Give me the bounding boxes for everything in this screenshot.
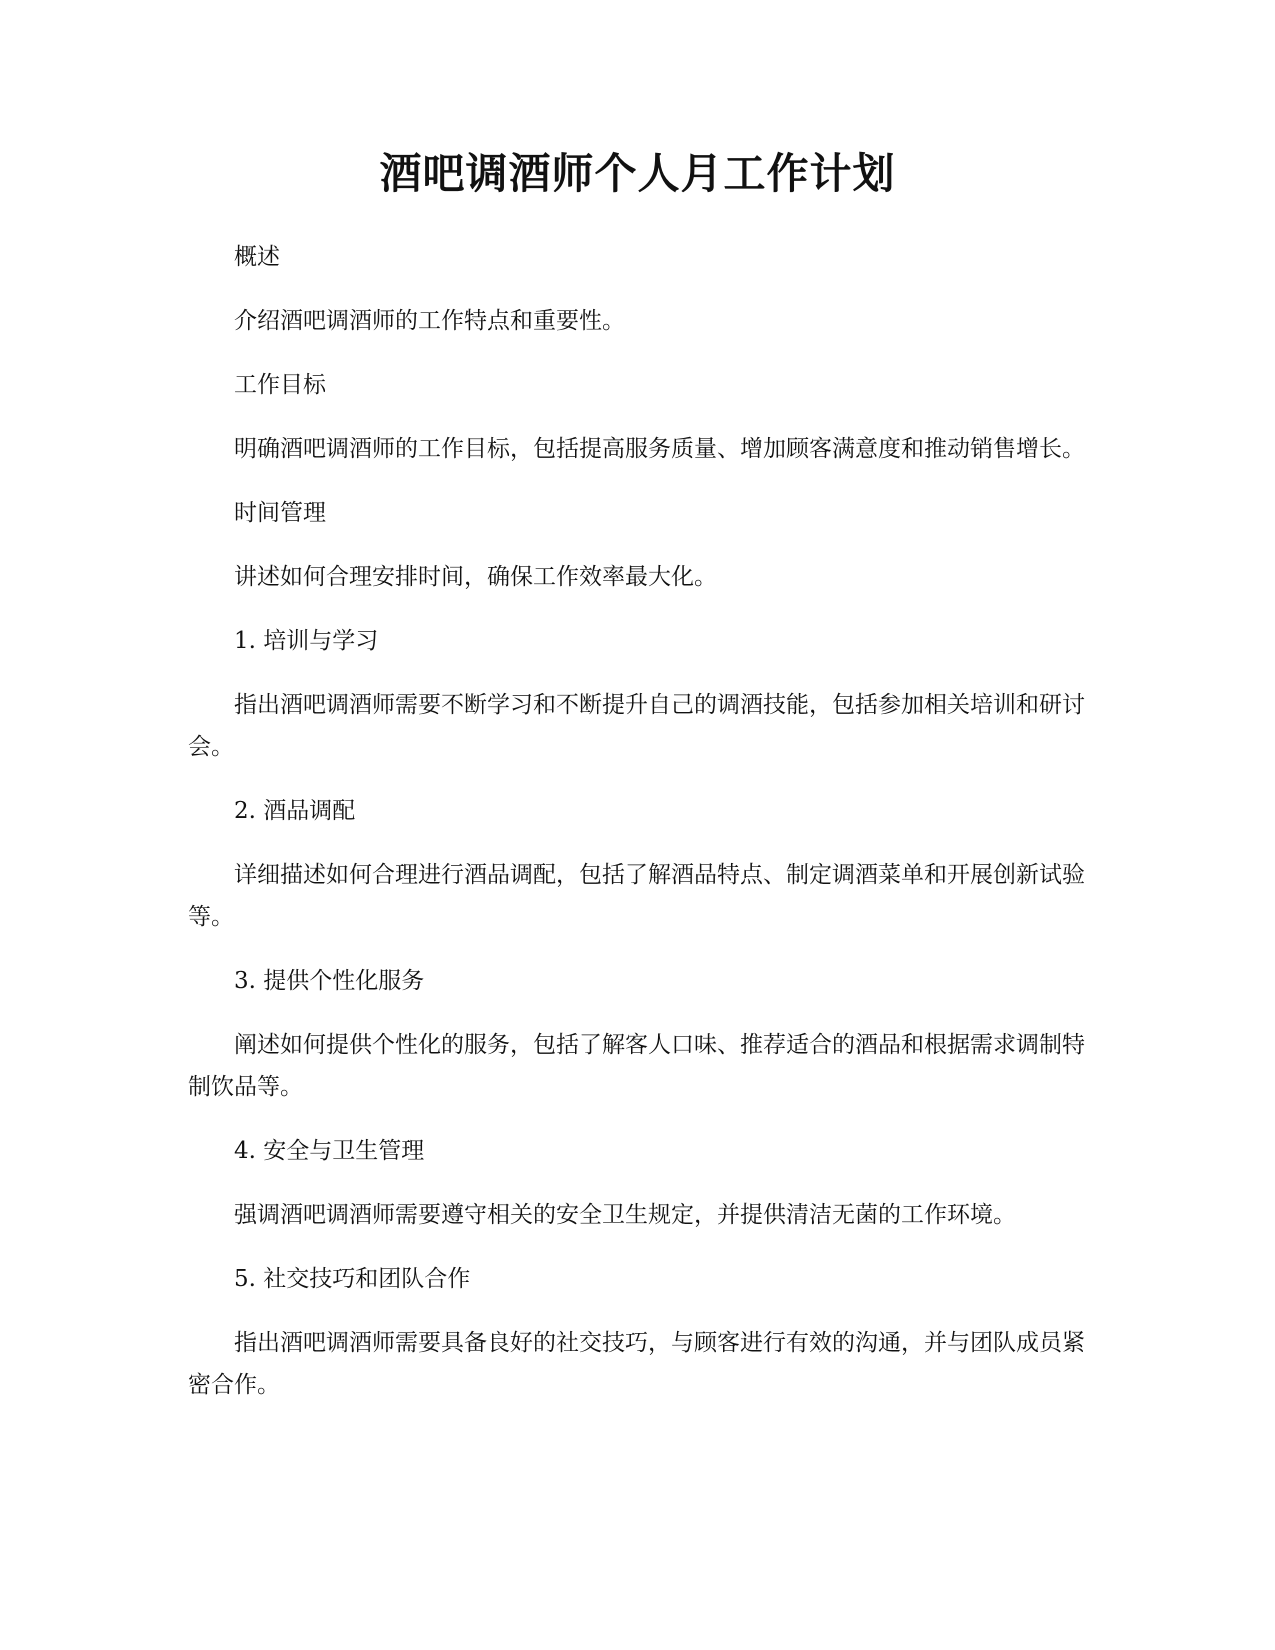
section-text-overview: 介绍酒吧调酒师的工作特点和重要性。 [234, 308, 625, 334]
section-text-personalized-service: 阐述如何提供个性化的服务，包括了解客人口味、推荐适合的酒品和根据需求调制特制饮品等。 [188, 1032, 1085, 1100]
section-heading-personalized-service: 3. 提供个性化服务 [234, 968, 425, 994]
section-text-safety-hygiene: 强调酒吧调酒师需要遵守相关的安全卫生规定，并提供清洁无菌的工作环境。 [234, 1202, 1016, 1228]
document-body [188, 236, 1088, 1428]
section-text-time-management: 讲述如何合理安排时间，确保工作效率最大化。 [234, 564, 717, 590]
page-title: 酒吧调酒师个人月工作计划 [379, 149, 896, 198]
section-heading-overview: 概述 [234, 244, 280, 270]
section-heading-drink-mixing: 2. 酒品调配 [234, 798, 356, 824]
section-text-drink-mixing: 详细描述如何合理进行酒品调配，包括了解酒品特点、制定调酒菜单和开展创新试验等。 [188, 862, 1085, 930]
section-heading-training: 1. 培训与学习 [234, 628, 379, 654]
section-text-training: 指出酒吧调酒师需要不断学习和不断提升自己的调酒技能，包括参加相关培训和研讨会。 [188, 692, 1085, 760]
section-heading-social-teamwork: 5. 社交技巧和团队合作 [234, 1266, 471, 1292]
section-text-social-teamwork: 指出酒吧调酒师需要具备良好的社交技巧，与顾客进行有效的沟通，并与团队成员紧密合作。 [188, 1330, 1085, 1398]
section-heading-goals: 工作目标 [234, 372, 326, 398]
section-text-goals: 明确酒吧调酒师的工作目标，包括提高服务质量、增加顾客满意度和推动销售增长。 [234, 436, 1085, 462]
section-heading-safety-hygiene: 4. 安全与卫生管理 [234, 1138, 425, 1164]
section-heading-time-management: 时间管理 [234, 500, 326, 526]
